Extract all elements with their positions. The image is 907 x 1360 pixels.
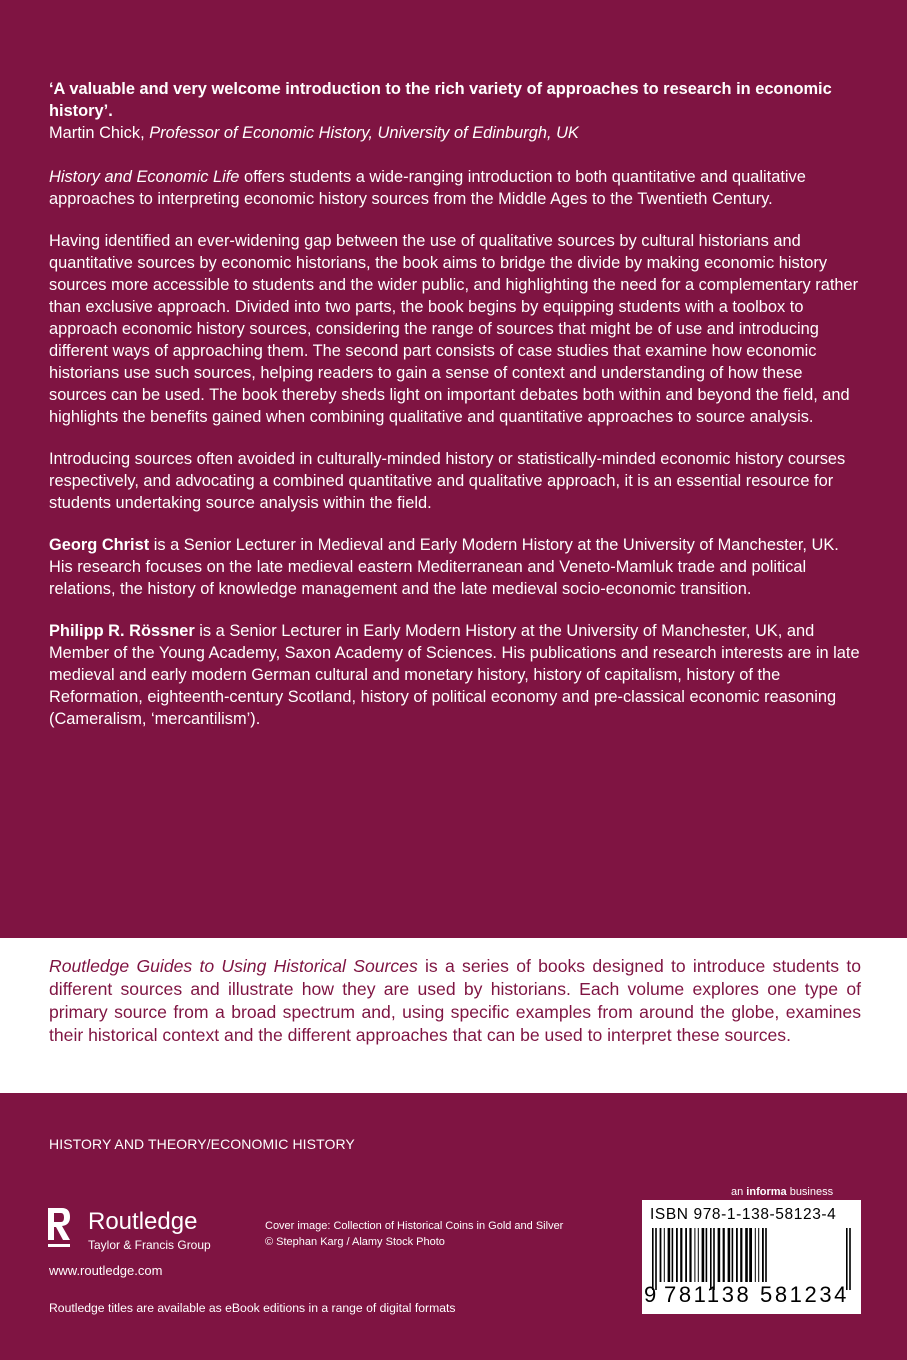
summary-paragraph: Introducing sources often avoided in culturally-minded history or statistically-minded economic history courses respectively, and advocating a combined quantitative and qualitative approach, it is an essential resource for students undertaking source analysis within the field. xyxy=(49,450,846,512)
author-bio-rossner: Philipp R. Rössner is a Senior Lecturer in Early Modern History at the University of Manchester, UK, and Member of the Young Academy, Saxon Academy of Sciences. His publications and research interests are in late medieval and early modern German cultural and monetary history, history of capitalism, history of the Reformation, eighteenth-century Scotland, history of political economy and pre-classical economic reasoning (Cameralism, ‘mercantilism’). xyxy=(49,622,860,728)
series-title: Routledge Guides to Using Historical Sources xyxy=(49,956,418,976)
isbn-barcode: ISBN 978-1-138-58123-4 9 781138 581234 xyxy=(642,1200,861,1314)
isbn-number: ISBN 978-1-138-58123-4 xyxy=(650,1206,837,1223)
endorser-name: Martin Chick, xyxy=(49,124,150,142)
series-band xyxy=(0,938,907,1093)
book-title: History and Economic Life xyxy=(49,168,240,186)
endorser-affiliation: Professor of Economic History, University of Edinburgh, UK xyxy=(149,124,579,142)
subject-category: HISTORY AND THEORY/ECONOMIC HISTORY xyxy=(49,1136,355,1152)
routledge-logo xyxy=(44,1206,244,1256)
description-paragraph: Having identified an ever-widening gap between the use of qualitative sources by cultural historians and quantitative sources by economic historians, the book aims to bridge the divide by making economic history sources more accessible to students and the wider public, and highlighting the need for a complementary rather than exclusive approach. Divided into two parts, the book begins by equipping students with a toolbox to approach economic history sources, considering the range of sources that might be of use and introducing different ways of approaching them. The second part consists of case studies that examine how economic historians use such sources, helping readers to gain a sense of context and understanding of how these sources can be used. The book thereby sheds light on important debates both within and beyond the field, and highlights the benefits gained when combining qualitative and quantitative approaches to source analysis. xyxy=(49,232,859,426)
back-cover-text xyxy=(49,78,861,750)
author-bio-christ: Georg Christ is a Senior Lecturer in Medieval and Early Modern History at the University of Manchester, UK. His research focuses on the late medieval eastern Mediterranean and Veneto-Mamluk trade and political relations, the history of knowledge management and the late medieval socio-economic transition. xyxy=(49,536,839,598)
barcode-bars xyxy=(650,1228,852,1290)
intro-paragraph: History and Economic Life offers students a wide-ranging introduction to both quantitative and qualitative approaches to interpreting economic history sources from the Middle Ages to the Twentieth Century. xyxy=(49,168,806,208)
publisher-tagline: Taylor & Francis Group xyxy=(88,1238,211,1252)
ebook-note: Routledge titles are available as eBook editions in a range of digital formats xyxy=(49,1301,456,1315)
author-name: Georg Christ xyxy=(49,536,150,554)
series-description: Routledge Guides to Using Historical Sources is a series of books designed to introduce students to different sources and illustrate how they are used by historians. Each volume explores one type of primary source from a broad spectrum and, using specific examples from around the globe, examines their historical context and the different approaches that can be used to interpret these sources. xyxy=(49,956,861,1045)
endorsement-attribution xyxy=(49,122,861,144)
publisher-name: Routledge xyxy=(88,1208,198,1235)
informa-business-label: an informa business xyxy=(731,1186,834,1198)
endorsement-quote: ‘A valuable and very welcome introduction to the rich variety of approaches to research in economic history’. xyxy=(49,80,832,120)
publisher-website[interactable]: www.routledge.com xyxy=(49,1263,163,1278)
author-name: Philipp R. Rössner xyxy=(49,622,195,640)
cover-image-credit: Cover image: Collection of Historical Coins in Gold and Silver © Stephan Karg / Alamy Stock Photo xyxy=(265,1220,564,1248)
routledge-r-icon xyxy=(44,1206,72,1254)
